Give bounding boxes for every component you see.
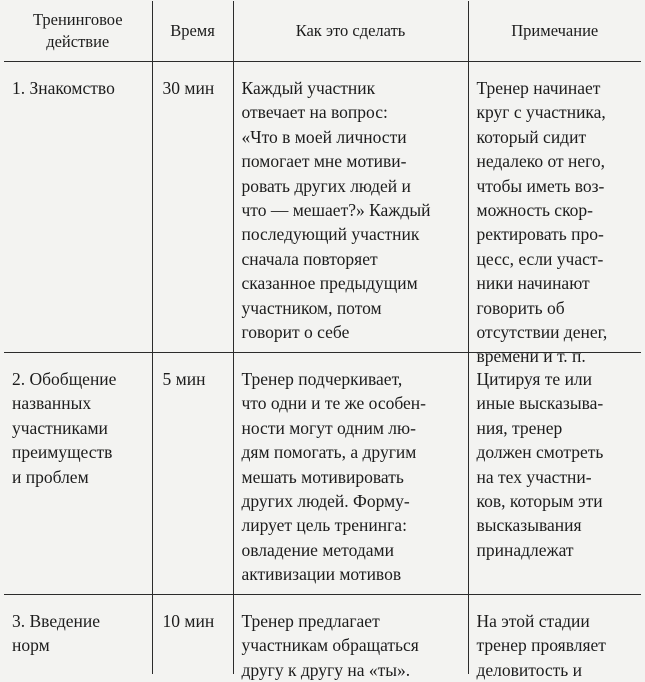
- cell-note: Тренер начинает круг с участника, который сидит недалеко от него, чтобы иметь воз- можность скор- ректировать про- цесс, если участ- ники начинают говорить об отсутствии денег, времени и т. п.: [468, 62, 641, 353]
- cell-time: 30 мин: [152, 62, 233, 353]
- cell-how: Тренер подчеркивает, что одни и те же особен- ности могут одним лю- дям помогать, а другим мешать мотивировать других людей. Форму- лирует цель тренинга: овладение методами активизации мотивов: [233, 353, 468, 595]
- table-row: [4, 62, 641, 353]
- training-plan-table: [4, 1, 641, 680]
- header-time: Время: [152, 1, 233, 62]
- cell-note: Цитируя те или иные высказыва- ния, тренер должен смотреть на тех участни- ков, которым эти высказывания принадлежат: [468, 353, 641, 595]
- header-action: Тренинговое действие: [4, 1, 152, 62]
- header-row: [4, 1, 641, 62]
- cell-action: 2. Обобщение названных участниками преимуществ и проблем: [4, 353, 152, 595]
- cell-note: На этой стадии тренер проявляет деловитость и: [468, 595, 641, 675]
- cell-time: 5 мин: [152, 353, 233, 595]
- table-row: [4, 595, 641, 675]
- table-row: [4, 353, 641, 595]
- cell-action: 1. Знакомство: [4, 62, 152, 353]
- header-how: Как это сделать: [233, 1, 468, 62]
- cell-action: 3. Введение норм: [4, 595, 152, 675]
- cell-how: Тренер предлагает участникам обращаться другу к другу на «ты».: [233, 595, 468, 675]
- cell-how: Каждый участник отвечает на вопрос: «Что в моей личности помогает мне мотиви- ровать других людей и что — мешает?» Каждый последующий участник сначала повторяет сказанное предыдущим участником, потом говорит о себе: [233, 62, 468, 353]
- header-note: Примечание: [468, 1, 641, 62]
- cell-time: 10 мин: [152, 595, 233, 675]
